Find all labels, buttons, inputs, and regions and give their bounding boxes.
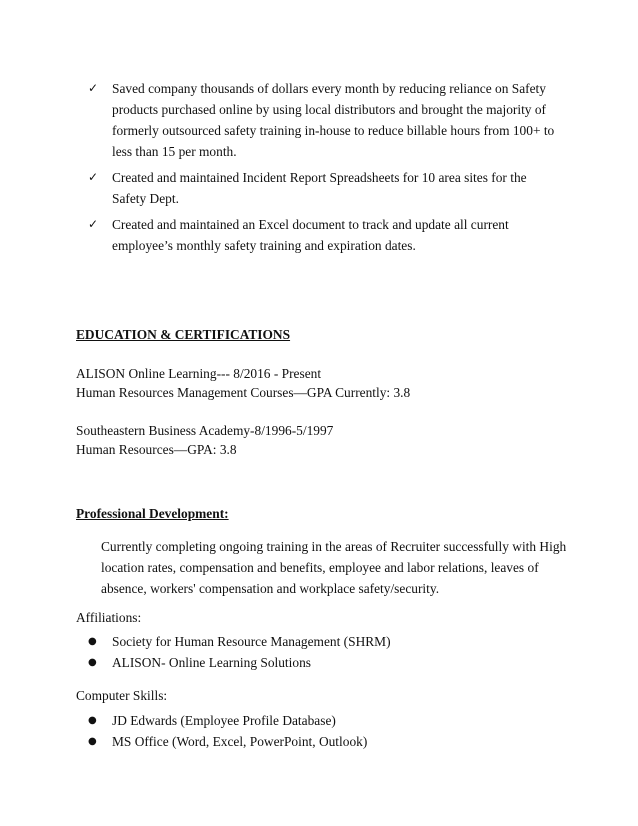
education-school: Southeastern Business Academy-8/1996-5/1997: [76, 423, 334, 438]
education-school: ALISON Online Learning--- 8/2016 - Present: [76, 366, 322, 381]
accomplishment-text: Created and maintained Incident Report Spreadsheets for 10 area sites for the Safety Dept.: [112, 170, 527, 206]
list-item: [88, 167, 558, 209]
list-item: [88, 710, 367, 731]
professional-development-heading: Professional Development:: [76, 506, 229, 521]
bullet-icon: ●: [88, 636, 97, 647]
accomplishment-text: Saved company thousands of dollars every month by reducing reliance on Safety products purchased online by using local distributors and brought the majority of formerly outsourced safety training in-house to reduce billable hours from 100+ to less than 15 per month.: [112, 81, 555, 159]
education-heading: EDUCATION & CERTIFICATIONS: [76, 327, 291, 342]
check-icon: ✓: [88, 81, 99, 95]
accomplishment-text: Created and maintained an Excel document to track and update all current employee’s monthly safety training and expiration dates.: [112, 217, 509, 253]
professional-development-text: Currently completing ongoing training in the areas of Recruiter successfully with High location rates, compensation and benefits, employee and labor relations, leaves of absence, workers' compensation and workplace safety/security.: [101, 539, 567, 596]
accomplishments-list: [88, 78, 558, 261]
skill-text: JD Edwards (Employee Profile Database): [112, 713, 336, 728]
bullet-icon: ●: [88, 736, 97, 747]
affiliation-text: Society for Human Resource Management (SHRM): [112, 634, 391, 649]
check-icon: ✓: [88, 170, 99, 184]
education-detail: Human Resources Management Courses—GPA Currently: 3.8: [76, 385, 411, 400]
affiliation-text: ALISON- Online Learning Solutions: [112, 655, 311, 670]
bullet-icon: ●: [88, 715, 97, 726]
check-icon: ✓: [88, 217, 99, 231]
list-item: [88, 652, 391, 673]
list-item: [88, 731, 367, 752]
affiliations-label: Affiliations:: [76, 610, 142, 625]
bullet-icon: ●: [88, 657, 97, 668]
list-item: [88, 78, 558, 162]
education-detail: Human Resources—GPA: 3.8: [76, 442, 237, 457]
affiliations-list: [88, 631, 391, 673]
list-item: [88, 631, 391, 652]
computer-skills-label: Computer Skills:: [76, 688, 168, 703]
list-item: [88, 214, 558, 256]
skill-text: MS Office (Word, Excel, PowerPoint, Outlook): [112, 734, 368, 749]
computer-skills-list: [88, 710, 367, 752]
